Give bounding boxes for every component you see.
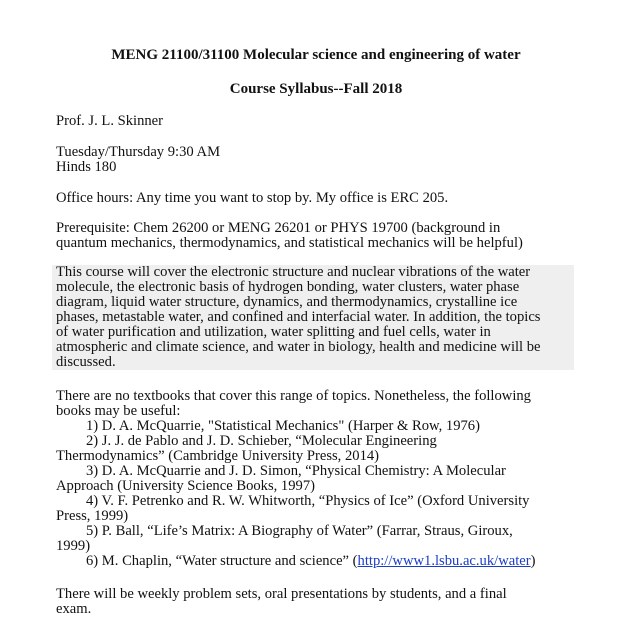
book-item: 4) V. F. Petrenko and R. W. Whitworth, “Physics of Ice” (Oxford University	[86, 493, 530, 509]
schedule: Tuesday/Thursday 9:30 AM	[56, 144, 221, 160]
books-intro: There are no textbooks that cover this range of topics. Nonetheless, the following	[56, 388, 531, 404]
schedule-block	[56, 145, 576, 175]
book-item-cont: 1999)	[56, 538, 91, 554]
book-item-cont: Approach (University Science Books, 1997)	[56, 478, 315, 494]
course-description: This course will cover the electronic structure and nuclear vibrations of the water molecule, the electronic basis of hydrogen bonding, water clusters, water phase diagram, liquid water structure, dynamics, and thermodynamics, crystalline ice phases, metastable water, and confined and interfacial water. In addition, the topics of water purification and utilization, water splitting and fuel cells, water in atmospheric and climate science, and water in biology, health and medicine will be discussed.	[52, 265, 574, 370]
book-item: 1) D. A. McQuarrie, "Statistical Mechanics" (Harper & Row, 1976)	[86, 418, 480, 434]
prerequisite: Prerequisite: Chem 26200 or MENG 26201 or PHYS 19700 (background in quantum mechanics, thermodynamics, and statistical mechanics will be helpful)	[56, 220, 523, 251]
book-item-cont: Thermodynamics” (Cambridge University Press, 2014)	[56, 448, 380, 464]
water-website-link[interactable]: http://www1.lsbu.ac.uk/water	[357, 553, 531, 569]
professor: Prof. J. L. Skinner	[56, 113, 164, 129]
course-title: MENG 21100/31100 Molecular science and engineering of water	[111, 47, 521, 63]
book-item: 6) M. Chaplin, “Water structure and science” (http://www1.lsbu.ac.uk/water)	[86, 553, 536, 569]
syllabus-title: Course Syllabus--Fall 2018	[229, 81, 403, 97]
office-hours: Office hours: Any time you want to stop by. My office is ERC 205.	[56, 190, 449, 206]
closing-note: There will be weekly problem sets, oral presentations by students, and a final exam.	[56, 586, 507, 617]
book-item: 2) J. J. de Pablo and J. D. Schieber, “Molecular Engineering	[86, 433, 437, 449]
book-item-cont: Press, 1999)	[56, 508, 129, 524]
location: Hinds 180	[56, 159, 117, 175]
book-item: 5) P. Ball, “Life’s Matrix: A Biography of Water” (Farrar, Straus, Giroux,	[86, 523, 513, 539]
books-section: There are no textbooks that cover this range of topics. Nonetheless, the following books may be useful: 1) D. A. McQuarrie, "Statistical Mechanics" (Harper & Row, 1976) 2) J. J. de Pablo and J. D. Schieber, “Molecular Engineering Thermodynamics” (Cambridge University Press, 2014) 3) D. A. McQuarrie and J. D. Simon, “Physical Chemistry: A Molecular Approach (University Science Books, 1997) 4) V. F. Petrenko and R. W. Whitworth, “Physics of Ice” (Oxford University Press, 1999) 5) P. Ball, “Life’s Matrix: A Biography of Water” (Farrar, Straus, Giroux, 1999) 6) M. Chaplin, “Water structure and science” (http://www1.lsbu.ac.uk/water)	[56, 389, 576, 569]
book-item: 3) D. A. McQuarrie and J. D. Simon, “Physical Chemistry: A Molecular	[86, 463, 506, 479]
